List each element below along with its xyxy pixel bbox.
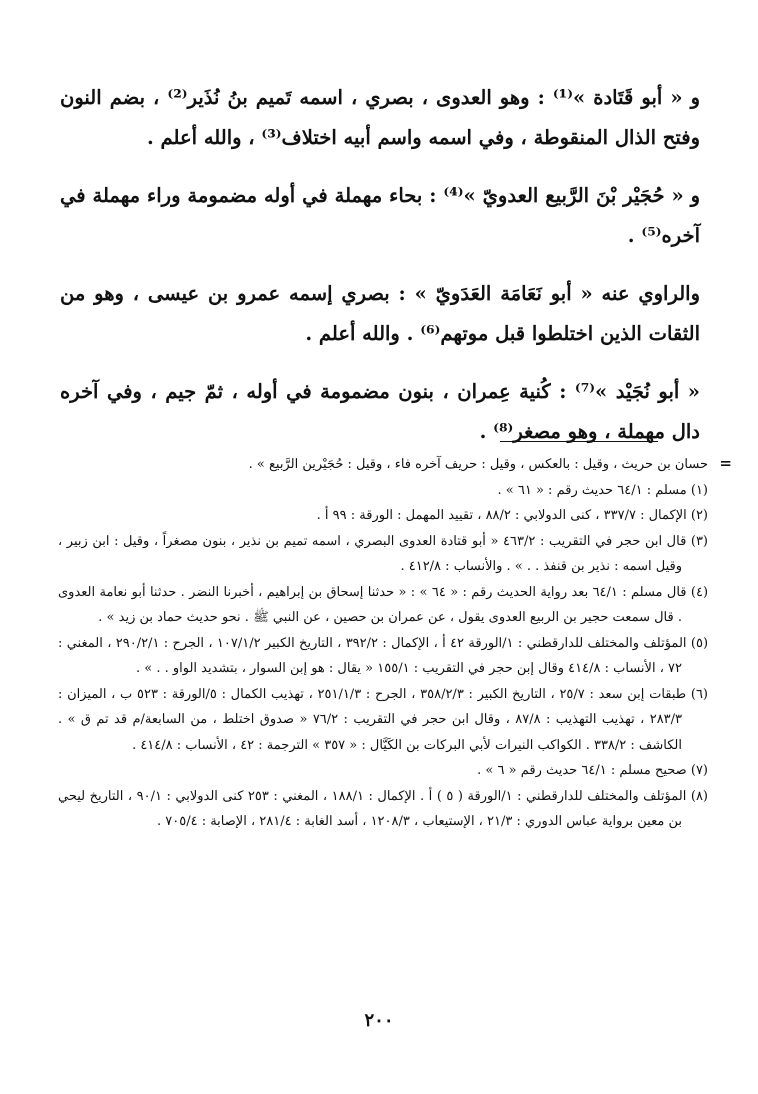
- body-paragraph: و « حُجَيْر بْنَ الرَّبيع العدويّ »⁽⁴⁾ : بحاء مهملة في أوله مضمومة وراء مهملة في آخره⁽⁵⁾ .: [60, 184, 700, 247]
- footnote-continuation: حسان بن حريث ، وقيل : بالعكس ، وقيل : حريف آخره فاء ، وقيل : حُجَيْرين الرَّبيع » .: [248, 457, 708, 472]
- footnote: (٧) صحيح مسلم : ٦٤/١ حديث رقم « ٦ » .: [477, 763, 708, 778]
- body-paragraph: و « أبو قَتَادة »⁽¹⁾ : وهو العدوى ، بصري ، اسمه تَميم بنُ نُذَير⁽²⁾ ، بضم النون وفتح الذال المنقوطة ، وفي اسمه واسم أبيه اختلاف⁽³⁾ ، والله أعلم .: [60, 86, 700, 149]
- footnote: (٢) الإكمال : ٣٣٧/٧ ، كنى الدولابي : ٨٨/٢ ، تقييد المهمل : الورقة : ٩٩ أ .: [316, 508, 708, 523]
- footnote: (٣) قال ابن حجر في التقريب : ٤٦٣/٢ « أبو قتادة العدوى البصري ، اسمه تميم بن نذير ، بنون مصغراً ، وقيل : ابن زبير ، وقيل اسمه : نذير بن قنفذ . . » . والأنساب : ٤١٢/٨ .: [58, 533, 708, 574]
- footnotes: [58, 452, 708, 835]
- footnote-separator: [500, 441, 658, 442]
- footnote: (١) مسلم : ٦٤/١ حديث رقم : « ٦١ » .: [497, 482, 708, 498]
- footnote: (٤) قال مسلم : ٦٤/١ بعد رواية الحديث رقم : « ٦٤ » : « حدثنا إسحاق بن إبراهيم ، أخبرنا النضر . حدثنا أبو نعامة العدوى . قال سمعت حجير بن الربيع العدوى يقول ، عن عمران بن حصين ، عن النبي ﷺ . نحو حديث حماد بن زيد » .: [58, 584, 709, 625]
- footnote: (٨) المؤتلف والمختلف للدارقطني : ١/الورقة ( ٥ ) أ . الإكمال : ١٨٨/١ ، المغني : ٢٥٣ كنى الدولابي : ٩٠/١ ، التاريخ ليحي بن معين برواية عباس الدوري : ٢١/٣ ، الإستيعاب ، ١٢٠٨/٣ ، أسد الغابة : ٢٨١/٤ ، الإصابة : ٧٠٥/٤ .: [58, 788, 708, 829]
- footnote: (٦) طبقات إبن سعد : ٢٥/٧ ، التاريخ الكبير : ٣٥٨/٢/٣ ، الجرح : ٢٥١/١/٣ ، تهذيب الكمال : ٥/الورقة : ٥٢٣ ب ، الميزان : ٢٨٣/٣ ، تهذيب التهذيب : ٨٧/٨ ، وقال ابن حجر في التقريب : ٧٦/٢ « صدوق اختلط ، من السابعة/م قد تم ق » . الكاشف : ٣٣٨/٢ . الكواكب النيرات لأبي البركات بن الكَيَّال : « ٣٥٧ » الترجمة : ٤٢ ، الأنساب : ٤١٤/٨ .: [58, 686, 708, 753]
- continuation-mark: =: [719, 454, 732, 472]
- main-text: [60, 78, 700, 459]
- body-paragraph: والراوي عنه « أبو نَعَامَة العَدَويّ » : بصري إسمه عمرو بن عيسى ، وهو من الثقات الذين اختلطوا قبل موتهم⁽⁶⁾ . والله أعلم .: [60, 282, 700, 345]
- body-paragraph: « أبو نُجَيْد »⁽⁷⁾ : كُنية عِمران ، بنون مضمومة في أوله ، ثمّ جيم ، وفي آخره دال مهملة ، وهو مصغر⁽⁸⁾ .: [60, 380, 700, 443]
- page-number: ٢٠٠: [364, 1010, 394, 1031]
- footnote: (٥) المؤتلف والمختلف للدارقطني : ١/الورقة ٤٢ أ ، الإكمال : ٣٩٢/٢ ، التاريخ الكبير ١٠٧/١/٢ ، الجرح : ٢٩٠/٢/١ ، المغني : ٧٢ ، الأنساب : ٤١٤/٨ وقال إبن حجر في التقريب : ١٥٥/١ « يقال : هو إبن السوار ، بتشديد الواو . . » .: [58, 635, 709, 676]
